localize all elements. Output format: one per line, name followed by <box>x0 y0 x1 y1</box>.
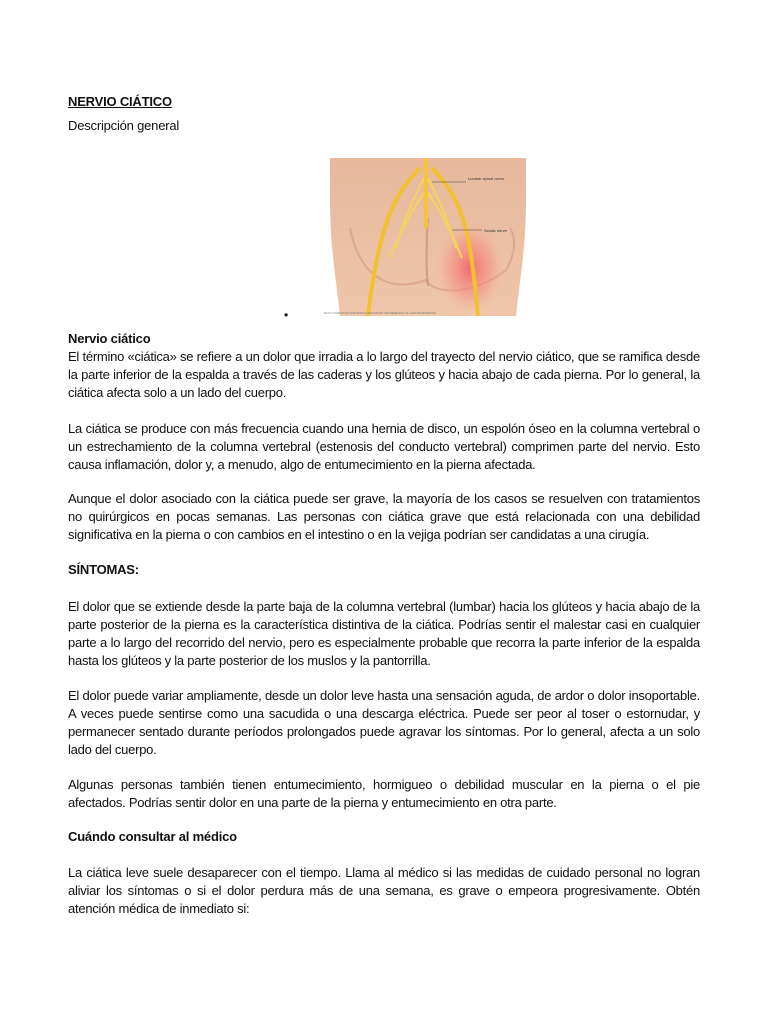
paragraph: El dolor puede variar ampliamente, desde un dolor leve hasta una sensación aguda, de ardor o dolor insoportable. A veces puede sentirse como una sacudida o una descarga eléctrica. Puede ser peor al toser o estornudar, y permanecer sentado durante períodos prolongados puede agravar los síntomas. Por lo general, afecta a un solo lado del cuerpo. <box>68 688 700 757</box>
anatomy-image <box>320 158 536 316</box>
paragraph: La ciática leve suele desaparecer con el tiempo. Llama al médico si las medidas de cuidado personal no logran aliviar los síntomas o si el dolor perdura más de una semana, es grave o empeora progresivamente. Obtén atención médica de inmediato si: <box>68 865 700 916</box>
figure-caption: MAYO FOUNDATION FOR MEDICAL EDUCATION AND RESEARCH. ALL RIGHTS RESERVED. <box>324 312 437 315</box>
document-subtitle: Descripción general <box>68 118 180 133</box>
section-heading-sintomas: SÍNTOMAS: <box>68 562 139 577</box>
section-heading-consultar: Cuándo consultar al médico <box>68 829 237 844</box>
document-title: NERVIO CIÁTICO <box>68 94 172 109</box>
figure-label-lumbar: Lumbar spinal nerve <box>468 176 505 181</box>
paragraph: La ciática se produce con más frecuencia cuando una hernia de disco, un espolón óseo en la columna vertebral o un estrechamiento de la columna vertebral (estenosis del conducto vertebral) comprimen parte del nervio. Esto causa inflamación, dolor y, a menudo, algo de entumecimiento en la pierna afectada. <box>68 421 700 472</box>
figure-label-sciatic: Sciatic nerve <box>484 228 507 233</box>
sciatic-nerve-illustration <box>320 158 536 316</box>
paragraph: El término «ciática» se refiere a un dolor que irradia a lo largo del trayecto del nervio ciático, que se ramifica desde la parte inferior de la espalda a través de las caderas y los glúteos y hacia abajo de cada pierna. Por lo general, la ciática afecta solo a un lado del cuerpo. <box>68 349 700 400</box>
paragraph: Algunas personas también tienen entumecimiento, hormigueo o debilidad muscular en la pierna o el pie afectados. Podrías sentir dolor en una parte de la pierna y entumecimiento en otra parte. <box>68 777 700 810</box>
paragraph: El dolor que se extiende desde la parte baja de la columna vertebral (lumbar) hacia los glúteos y hacia abajo de la parte posterior de la pierna es la característica distintiva de la ciática. Podrías sentir el malestar casi en cualquier parte a lo largo del recorrido del nervio, pero es especialmente probable que recorra la parte inferior de la espalda hasta los glúteos y la parte posterior de los muslos y la pantorrilla. <box>68 599 700 668</box>
paragraph: Aunque el dolor asociado con la ciática puede ser grave, la mayoría de los casos se resuelven con tratamientos no quirúrgicos en pocas semanas. Las personas con ciática grave que está relacionada con una debilidad significativa en la pierna o con cambios en el intestino o en la vejiga podrían ser candidatas a una cirugía. <box>68 491 700 542</box>
bullet-marker: • <box>284 308 289 322</box>
section-heading-nervio: Nervio ciático <box>68 331 151 346</box>
